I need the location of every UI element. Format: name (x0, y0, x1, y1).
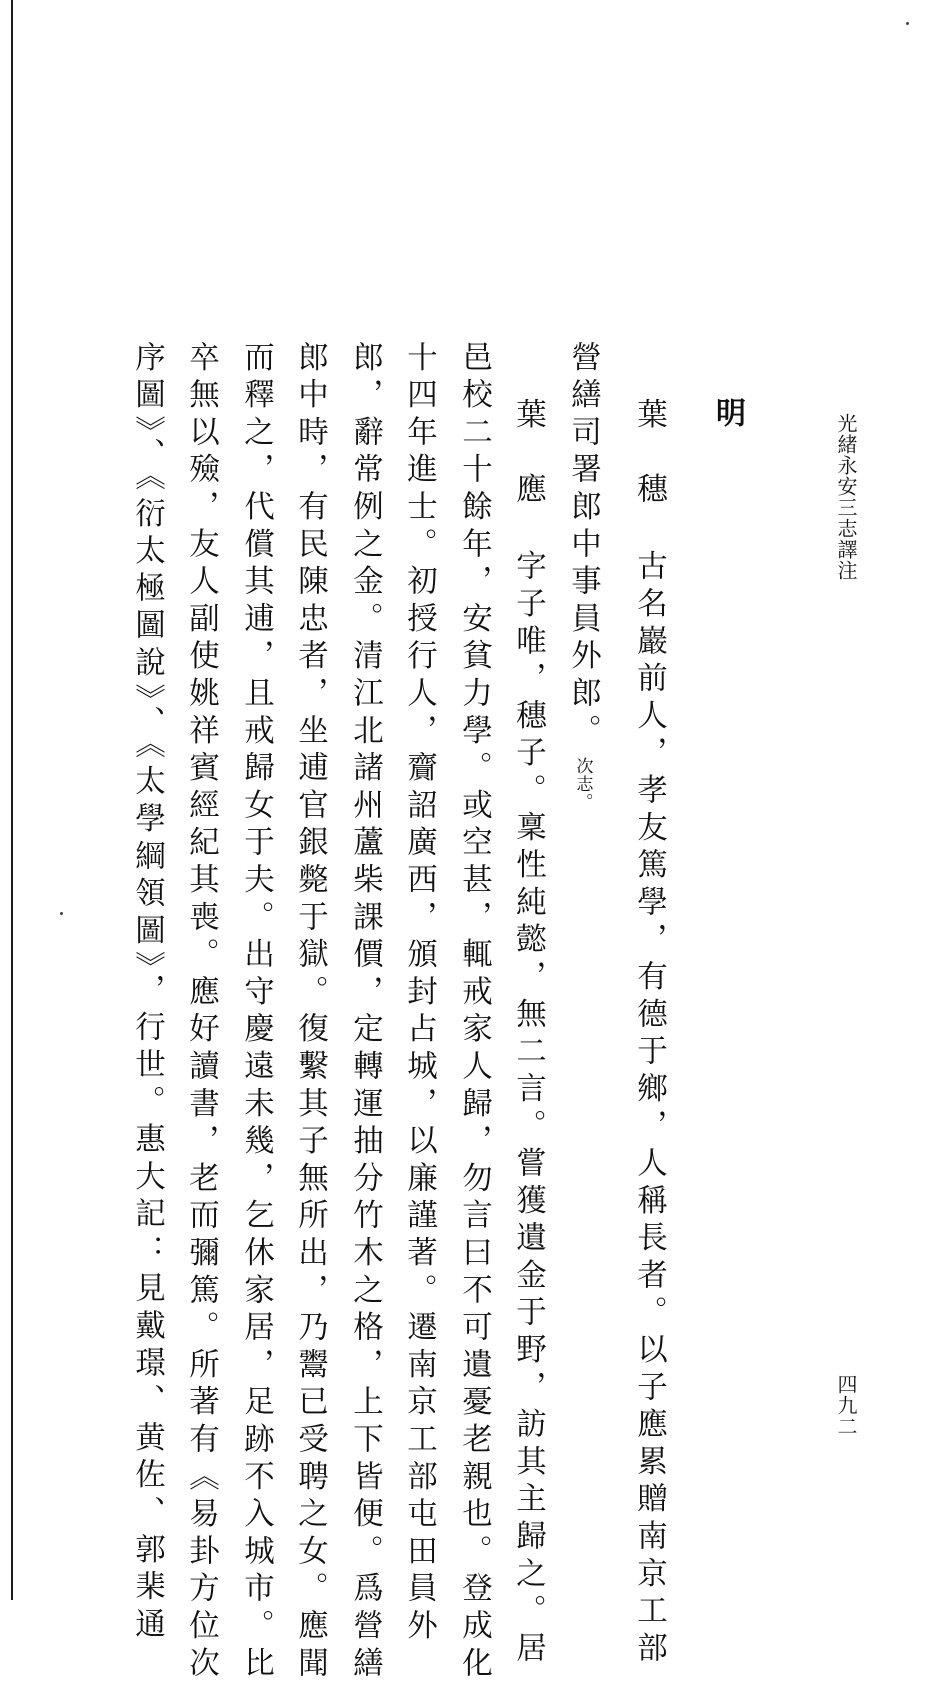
entry-ye-ying-line-6: 而釋之，代償其逋，且戒歸女于夫。出守慶遠未幾，乞休家居，足跡不入城市。比 (238, 341, 274, 1684)
entry-ye-sui-text-cont: 營繕司署郎中事員外郎。 (565, 341, 601, 752)
scan-speck (60, 912, 63, 915)
entry-ye-sui-line-1 (631, 398, 667, 1669)
entry-ye-ying-line-2: 邑校二十餘年，安貧力學。或空甚，輒戒家人歸，勿言曰不可遺憂老親也。登成化 (456, 341, 492, 1684)
entry-ye-sui-name: 葉 穗 (631, 398, 667, 510)
entry-ye-ying-line-3: 十四年進士。初授行人，齎詔廣西，頒封占城，以廉謹著。遷南京工部屯田員外 (401, 341, 437, 1647)
entry-ye-ying-line-5: 郎中時，有民陳忠者，坐逋官銀斃于獄。復繫其子無所出，乃鬻已受聘之女。應聞 (292, 341, 328, 1684)
entry-ye-ying-text: 字子唯，穗子。稟性純懿，無二言。嘗獲遺金于野，訪其主歸之。居 (510, 549, 546, 1669)
entry-ye-ying-line-8: 序圖》、《衍太極圖說》、《太學綱領圖》，行世。惠大記：見戴璟、黄佐、郭棐通 (129, 341, 165, 1645)
entry-ye-ying-line-1 (510, 398, 546, 1669)
entry-ye-sui-text: 古名巖前人，孝友篤學，有德于鄉，人稱長者。以子應累贈南京工部 (631, 549, 667, 1669)
scan-speck (906, 22, 909, 25)
entry-ye-sui-source-note: 次志。 (572, 757, 593, 812)
section-title: 明 (710, 397, 745, 427)
entry-ye-ying-line-7: 卒無以殮，友人副使姚祥賓經紀其喪。應好讀書，老而彌篤。所著有《易卦方位次 (183, 341, 219, 1684)
entry-ye-ying-line-4: 郎，辭常例之金。清江北諸州蘆柴課價，定轉運抽分竹木之格，上下皆便。爲營繕 (347, 341, 383, 1684)
page-number: 四九二 (834, 1374, 858, 1437)
running-header-title: 光緒永安三志譯注 (834, 413, 858, 581)
entry-ye-ying-name: 葉 應 (510, 398, 546, 510)
page-edge-rule (11, 0, 13, 1600)
entry-ye-sui-line-2 (565, 341, 601, 812)
